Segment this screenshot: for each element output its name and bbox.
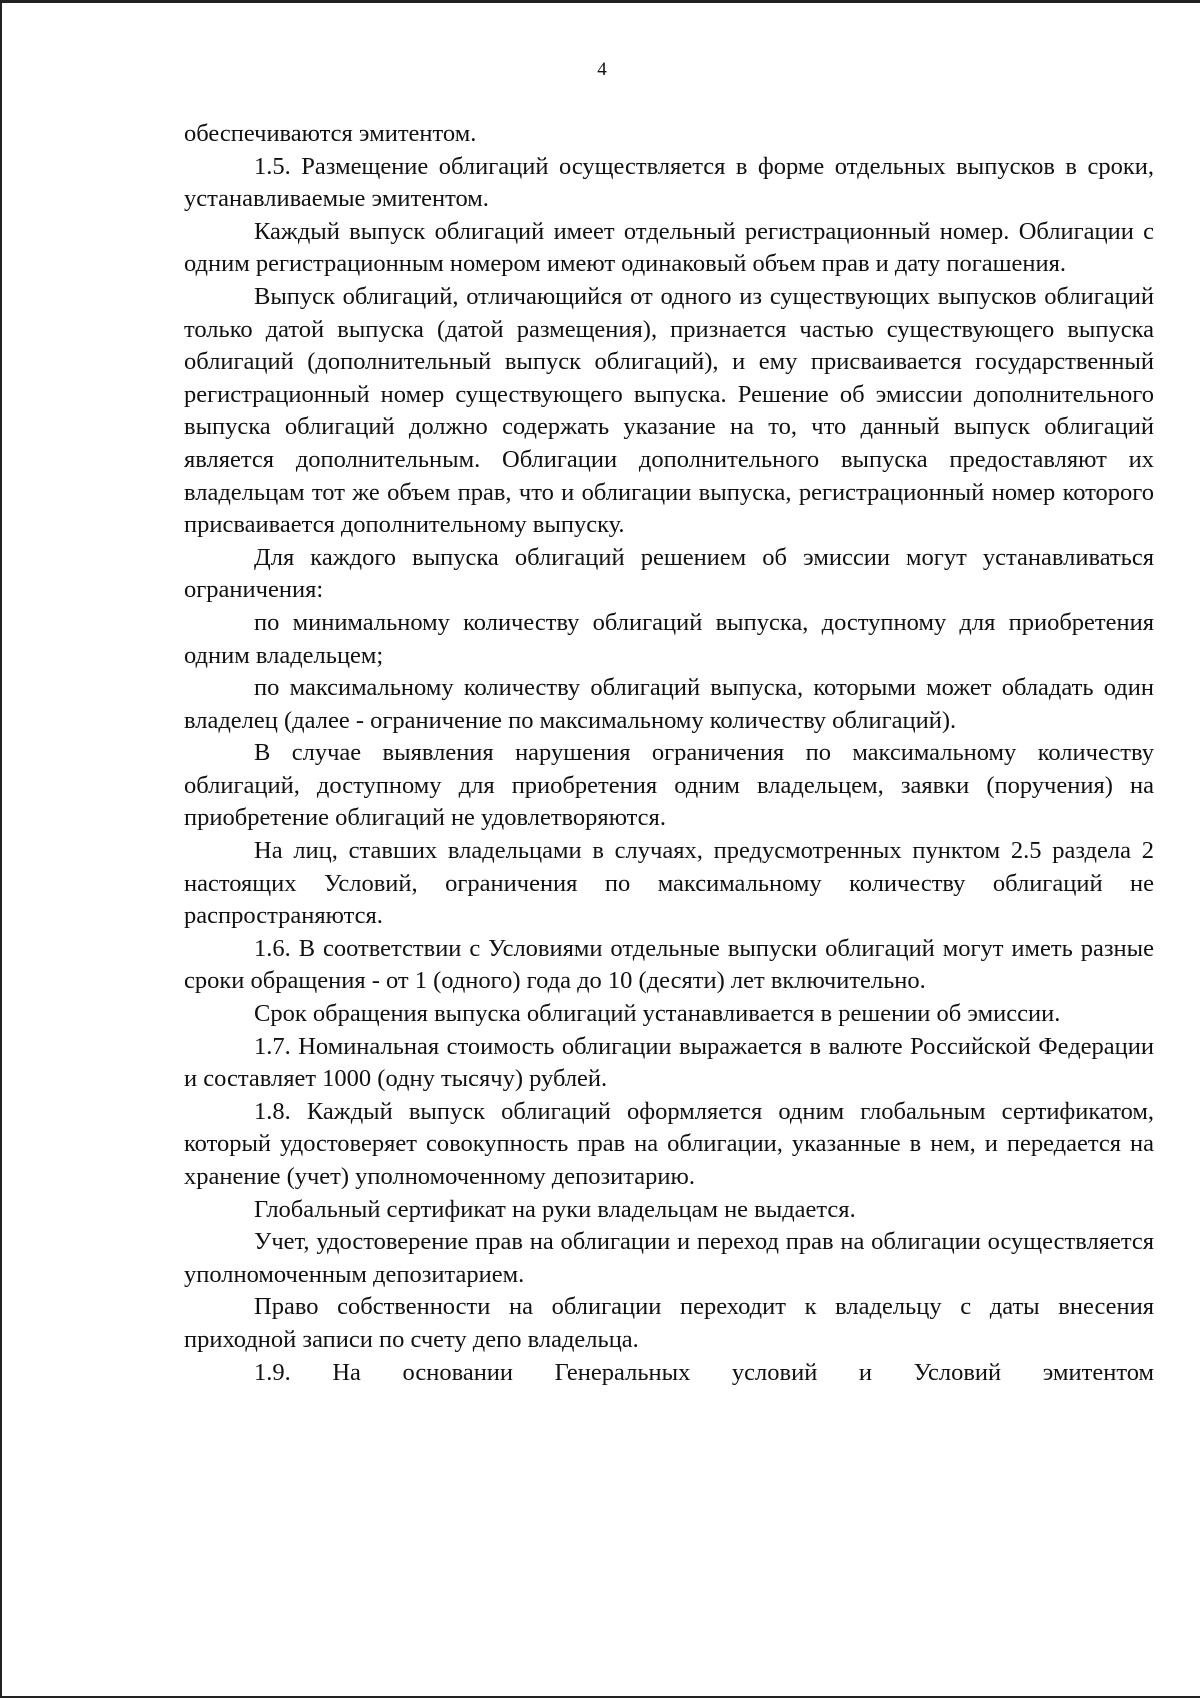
paragraph: Для каждого выпуска облигаций решением об эмиссии могут устанавливаться ограничения: xyxy=(184,543,1154,604)
paragraph: Срок обращения выпуска облигаций устанавливается в решении об эмиссии. xyxy=(254,1000,1061,1028)
paragraph: Глобальный сертификат на руки владельцам не выдается. xyxy=(254,1195,856,1223)
paragraph-1-6: 1.6. В соответствии с Условиями отдельные выпуски облигаций могут иметь разные сроки обращения - от 1 (одного) года до 10 (десяти) лет включительно. xyxy=(184,934,1154,995)
list-item: по максимальному количеству облигаций выпуска, которыми может обладать один владелец (далее - ограничение по максимальному количеству облигаций). xyxy=(184,674,1154,734)
paragraph-1-8: 1.8. Каждый выпуск облигаций оформляется одним глобальным сертификатом, который удостоверяет совокупность прав на облигации, указанные в нем, и передается на хранение (учет) уполномоченному депозитарию. xyxy=(184,1097,1154,1190)
paragraph: На лиц, ставших владельцами в случаях, предусмотренных пунктом 2.5 раздела 2 настоящих Условий, ограничения по максимальному количеству облигаций не распространяются. xyxy=(184,837,1154,930)
paragraph-1-5: 1.5. Размещение облигаций осуществляется в форме отдельных выпусков в сроки, устанавливаемые эмитентом. xyxy=(184,152,1154,213)
list-item: по минимальному количеству облигаций выпуска, доступному для приобретения одним владельцем; xyxy=(184,608,1154,669)
paragraph: Выпуск облигаций, отличающийся от одного из существующих выпусков облигаций только датой выпуска (датой размещения), признается частью существующего выпуска облигаций (дополнительный выпуск облигаций), и ему присваивается государственный регистрационный номер существующего выпуска. Решение об эмиссии дополнительного выпуска облигаций должно содержать указание на то, что данный выпуск облигаций является дополнительным. Облигации дополнительного выпуска предоставляют их владельцам тот же объем прав, что и облигации выпуска, регистрационный номер которого присваивается дополнительному выпуску. xyxy=(184,282,1154,539)
document-body xyxy=(184,118,1154,1389)
paragraph-1-7: 1.7. Номинальная стоимость облигации выражается в валюте Российской Федерации и составляет 1000 (одну тысячу) рублей. xyxy=(184,1032,1154,1093)
paragraph-continuation: обеспечиваются эмитентом. xyxy=(184,120,477,147)
paragraph: Право собственности на облигации переходит к владельцу с даты внесения приходной записи по счету депо владельца. xyxy=(184,1293,1154,1353)
paragraph-1-9: 1.9. На основании Генеральных условий и Условий эмитентом xyxy=(254,1358,1154,1386)
page-number: 4 xyxy=(597,59,607,80)
paragraph: Каждый выпуск облигаций имеет отдельный регистрационный номер. Облигации с одним регистрационным номером имеют одинаковый объем прав и дату погашения. xyxy=(184,217,1154,278)
paragraph: Учет, удостоверение прав на облигации и переход прав на облигации осуществляется уполномоченным депозитарием. xyxy=(184,1228,1154,1288)
paragraph: В случае выявления нарушения ограничения по максимальному количеству облигаций, доступному для приобретения одним владельцем, заявки (поручения) на приобретение облигаций не удовлетворяются. xyxy=(184,739,1154,832)
